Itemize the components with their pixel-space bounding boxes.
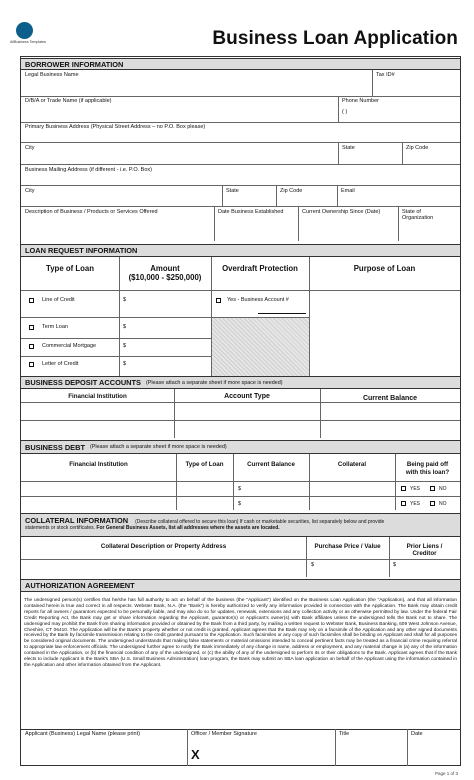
loan-row-amount: $ (123, 324, 127, 330)
debt-row-no-label: NO (439, 486, 447, 492)
term-loan-checkbox[interactable] (29, 325, 34, 330)
label-city-2: City (25, 188, 35, 194)
label-description: Description of Business / Products or Services Offered (25, 209, 158, 215)
section-title: COLLATERAL INFORMATION (25, 516, 129, 525)
debt-row-balance: $ (238, 486, 242, 492)
section-loan-request-header (21, 244, 460, 257)
company-logo (6, 22, 46, 52)
section-note-line-2 (25, 525, 460, 532)
col-type-of-loan: Type of Loan (46, 264, 94, 273)
debt-row-yes-label: YES (410, 486, 421, 492)
col-prior-liens-1: Prior Liens / (406, 543, 443, 550)
col-paid-off-2: with this loan? (405, 469, 450, 476)
label-officer-signature: Officer / Member Signature (191, 731, 257, 737)
debt-row-balance: $ (238, 501, 242, 507)
section-note: (Please attach a separate sheet if more space is needed) (145, 379, 283, 386)
label-city: City (25, 145, 35, 151)
logo-text: AllBusiness Templates (10, 40, 46, 44)
col-debt-institution: Financial Institution (69, 461, 128, 468)
label-state-2: State (226, 188, 239, 194)
col-paid-off-1: Being paid off (406, 461, 449, 468)
label-date-established: Date Business Established (218, 209, 284, 215)
section-authorization-header (21, 579, 460, 592)
section-note-2: statements or stock certificates. (25, 525, 96, 531)
section-collateral-header (21, 513, 460, 537)
col-overdraft: Overdraft Protection (222, 264, 298, 273)
col-purchase-price: Purchase Price / Value (314, 543, 381, 550)
section-deposit-header (21, 376, 460, 389)
col-collateral-desc: Collateral Description or Property Address (100, 543, 227, 550)
label-mailing-address: Business Mailing Address (if different - i.e. P.O. Box) (25, 167, 152, 173)
label-date: Date (411, 731, 423, 737)
loan-row-amount: $ (123, 297, 127, 303)
label-dba: D/B/A or Trade Name (if applicable) (25, 98, 112, 104)
section-note-2-bold: For General Business Assets, list all addresses where the assets are located. (96, 525, 280, 531)
debt-row-yes-label: YES (410, 501, 421, 507)
debt-row-yes-checkbox[interactable] (401, 501, 406, 506)
overdraft-yes-label: Yes - Business Account # (227, 297, 289, 303)
section-note: (Describe collateral offered to secure this loan) If cash or marketable securities, list separately below and provide (135, 519, 385, 525)
section-title: LOAN REQUEST INFORMATION (25, 246, 138, 255)
signature-x-mark: X (191, 747, 200, 762)
col-account-type: Account Type (224, 393, 270, 400)
section-title: BORROWER INFORMATION (25, 59, 124, 69)
col-debt-balance: Current Balance (247, 461, 295, 468)
loan-row-label: Letter of Credit (42, 361, 79, 367)
page-number: Page 1 of 3 (434, 771, 458, 776)
section-note: (Please attach a separate sheet if more space is needed) (89, 444, 227, 450)
section-title: BUSINESS DEBT (25, 442, 85, 452)
page-title: Business Loan Application (212, 28, 458, 49)
authorization-text: The undersigned person(s) certifies that he/she has full authority to act on behalf of the business (the "Applicant") identified on the Business Loan Application (the "Application), and that all information contained herein is true and correct in all respects. Webster Bank, N.A. (the "Bank") is hereby authorized to verify any information provided in connection with the Application. The Bank may obtain credit reports for all owners / guarantors expected to be personally liable, and may also do so for updates, renewals, extensions and any collection activity or as otherwise permitted by law. Under the federal Fair Credit Reporting Act, the Bank may get or share information regarding the Applicant, guarantor(s) or Applicant's owner(s) with Bank affiliates unless the undersigned tells the Bank not to share. The undersigned may prohibit the Bank from sharing information provided or obtained by the Bank from a third party, by mailing a written request to Webster Bank, Business Banking, 609 West Johnson Avenue, Cheshire, CT 06410. The Application will be the Bank's property whether or not credit is granted. Applicant agrees that the Bank may rely on a facsimile of the Application and any other signed documents received by the Bank by facsimile transmission relating to the credit granted pursuant to the Application. Such facsimiles or any copy of such facsimiles shall be binding on Applicant and shall for all purposes be considered original documents. The undersigned understands that making false statements or material omissions intended to conceal pertinent facts may be treated as a financial crime requiring referral to appropriate law enforcement officials. The undersigned further agree to notify the Bank immediately of any change in name, address or employment, and any material change in (a) any of the information contained in the Application, or (b) the financial condition of any of the undersigned, or (c) the ability of any of the undersigned to perform its or their obligations to the Bank. Applicant agrees that if the Bank elects to include Applicant in the Bank's SBA (U.S. Small Business Administration) loan program, the Bank may submit an SBA loan application on behalf of the Applicant using the information contained in the Application and other information obtained from the Applicant. (24, 598, 457, 668)
label-zip-2: Zip Code (280, 188, 303, 194)
label-title: Title (339, 731, 350, 737)
overdraft-yes-checkbox[interactable] (216, 298, 221, 303)
label-state: State (342, 145, 355, 151)
label-legal-name: Legal Business Name (25, 72, 79, 78)
section-debt-header (21, 440, 460, 454)
overdraft-disabled-area (212, 318, 309, 376)
loan-row-label: Term Loan (42, 324, 68, 330)
line-of-credit-checkbox[interactable] (29, 298, 34, 303)
section-title: BUSINESS DEPOSIT ACCOUNTS (25, 378, 141, 387)
col-purpose: Purpose of Loan (353, 264, 416, 273)
loan-row-label: Line of Credit (42, 297, 75, 303)
phone-parens: ( ) (342, 109, 348, 115)
label-tax-id: Tax ID# (376, 72, 395, 78)
label-ownership-since: Current Ownership Since (Date) (302, 209, 381, 215)
collateral-price-dollar: $ (311, 562, 315, 568)
label-zip: Zip Code (406, 145, 429, 151)
letter-of-credit-checkbox[interactable] (29, 362, 34, 367)
debt-row-yes-checkbox[interactable] (401, 486, 406, 491)
label-primary-address: Primary Business Address (Physical Street Address – no P.O. Box please) (25, 124, 206, 130)
loan-row-amount: $ (123, 361, 127, 367)
col-collateral: Collateral (337, 461, 367, 468)
collateral-liens-dollar: $ (393, 562, 397, 568)
col-prior-liens-2: Creditor (412, 550, 437, 557)
loan-row-label: Commercial Mortgage (42, 343, 97, 349)
col-current-balance: Current Balance (362, 395, 418, 402)
col-deposit-institution: Financial Institution (68, 393, 127, 400)
col-amount-range: ($10,000 - $250,000) (128, 273, 202, 282)
logo-circle-icon (16, 22, 33, 39)
col-debt-type: Type of Loan (185, 461, 224, 468)
debt-row-no-checkbox[interactable] (430, 501, 435, 506)
label-applicant-legal-name: Applicant (Business) Legal Name (please print) (25, 731, 140, 737)
section-title: AUTHORIZATION AGREEMENT (25, 581, 135, 590)
col-amount: Amount (150, 264, 180, 273)
commercial-mortgage-checkbox[interactable] (29, 344, 34, 349)
label-phone: Phone Number (342, 98, 379, 104)
debt-row-no-label: NO (439, 501, 447, 507)
label-email: Email (341, 188, 355, 194)
debt-row-no-checkbox[interactable] (430, 486, 435, 491)
label-state-org: State of Organization (402, 209, 434, 222)
section-borrower-header (21, 58, 460, 70)
loan-row-amount: $ (123, 343, 127, 349)
